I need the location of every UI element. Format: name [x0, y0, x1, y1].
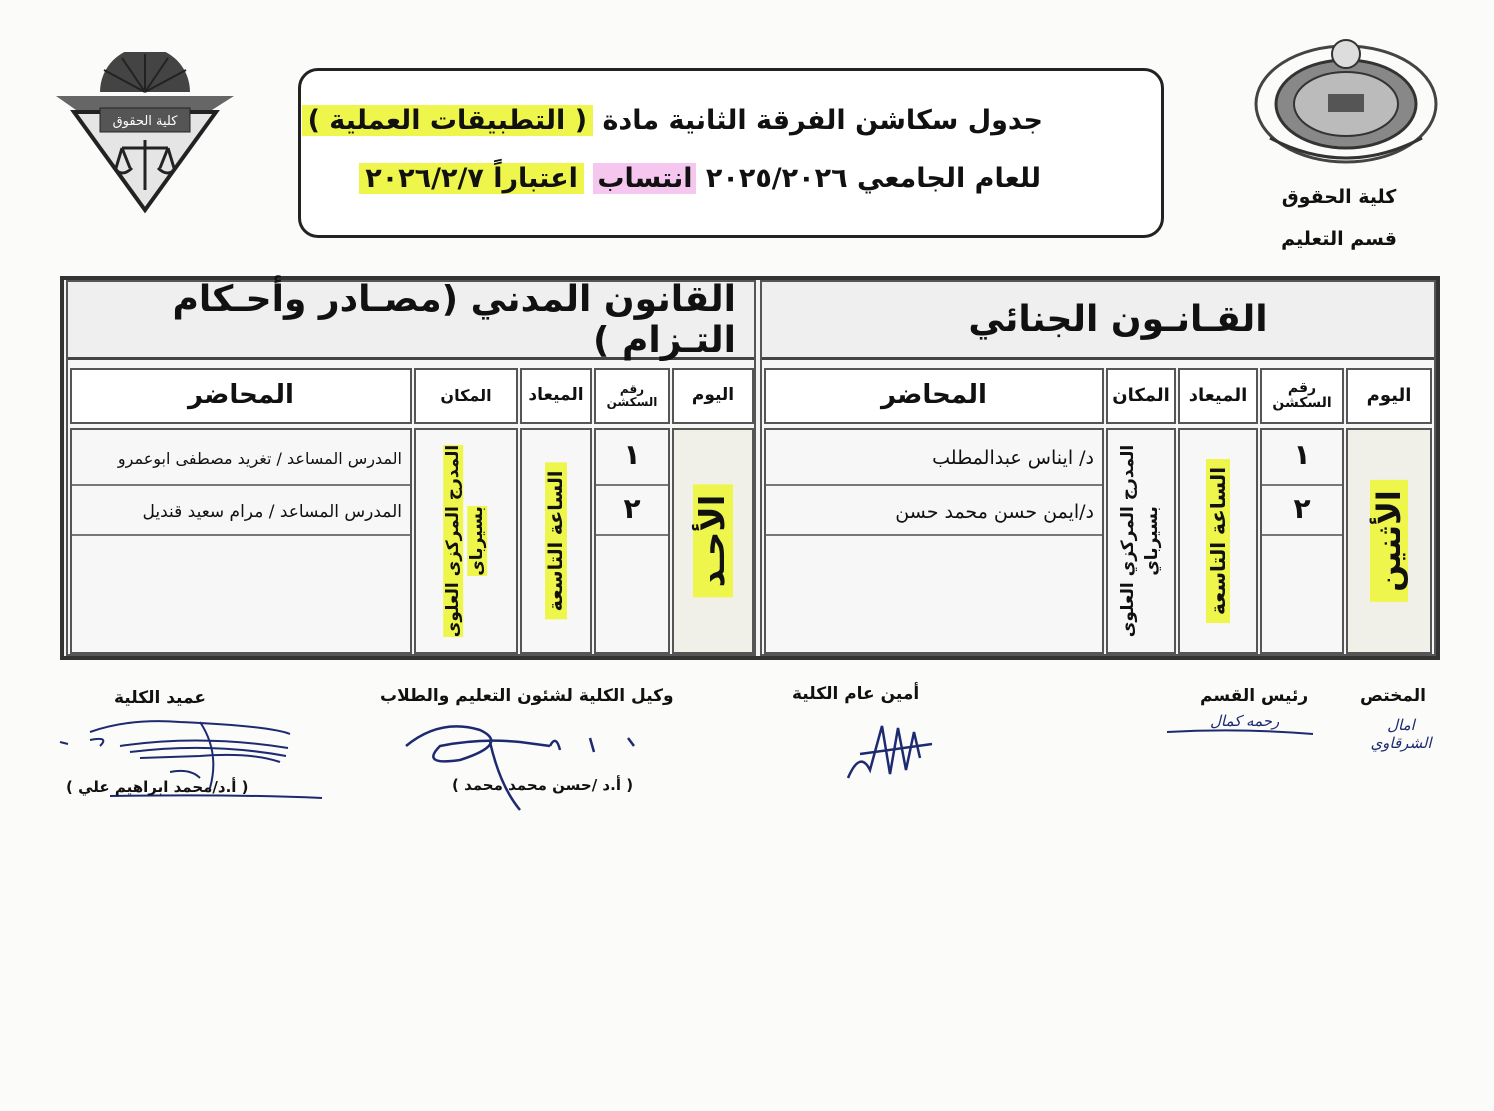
title-prefix: جدول سكاشن الفرقة الثانية مادة: [602, 105, 1043, 136]
place-cell: [1106, 428, 1176, 654]
criminal-law-subject: القـانـون الجنائي: [762, 282, 1434, 360]
title-box: [298, 68, 1164, 238]
section-no-cell: [1260, 428, 1344, 654]
civil-law-subject: القانون المدني (مصـادر وأحـكام التـزام ): [68, 282, 754, 360]
header-lecturer: المحاضر: [764, 368, 1104, 424]
time-cell: [1178, 428, 1258, 654]
header-lecturer: المحاضر: [70, 368, 412, 424]
criminal-law-panel: [760, 280, 1436, 656]
secretary-title: أمين عام الكلية: [792, 684, 920, 704]
college-logo-left: [52, 52, 238, 214]
title-subject: ( التطبيقات العملية ): [302, 105, 594, 136]
schedule-table: [60, 276, 1440, 660]
time-cell: [520, 428, 592, 654]
dept-head-signature-line: [1165, 726, 1315, 738]
dept-head-signature: رحمه كمال: [1210, 712, 1280, 730]
lecturer-section-2: د/ايمن حسن محمد حسن: [895, 501, 1094, 523]
header-day: اليوم: [672, 368, 754, 424]
lecturer-section-2: المدرس المساعد / مرام سعيد قنديل: [142, 502, 402, 522]
section-no-cell: [594, 428, 670, 654]
title-line-2: [359, 163, 1041, 194]
secretary-signature: [840, 710, 940, 786]
time-text: الساعة التاسعة: [1206, 459, 1230, 623]
dean-title: عميد الكلية: [114, 688, 206, 708]
place-text: المدرج المركزي العلوى بسيرباي: [1118, 444, 1162, 638]
time-text: الساعة التاسعة: [545, 463, 567, 620]
enrollment-type: انتساب: [593, 163, 696, 194]
academic-year-label: للعام الجامعي: [857, 163, 1041, 194]
dept-head-title: رئيس القسم: [1200, 686, 1309, 706]
lecturer-section-1: المدرس المساعد / تغريد مصطفى ابوعمرو: [117, 448, 402, 468]
place-cell: [414, 428, 518, 654]
header-section-no: رقم السكشن: [1260, 368, 1344, 424]
header-time: الميعاد: [520, 368, 592, 424]
header-section-no: رقم السكشن: [594, 368, 670, 424]
day-cell: [1346, 428, 1432, 654]
day-cell: [672, 428, 754, 654]
title-line-1: [302, 105, 1043, 136]
section-no-2: ٢: [1293, 492, 1311, 525]
vice-dean-signature: [400, 716, 660, 812]
day-text: الأثنين: [1370, 480, 1408, 602]
vice-dean-name: ( أ.د /حسن محمد محمد ): [452, 776, 634, 794]
university-logo-right: [1250, 38, 1442, 168]
header-day: اليوم: [1346, 368, 1432, 424]
effective-date: اعتباراً ٢٠٢٦/٢/٧: [359, 163, 584, 194]
section-no-1: ١: [623, 438, 641, 471]
lecturer-column: [764, 428, 1104, 654]
specialist-title: المختص: [1360, 686, 1426, 706]
lecturer-section-1: د/ ايناس عبدالمطلب: [932, 447, 1094, 469]
header-time: الميعاد: [1178, 368, 1258, 424]
header-place: المكان: [414, 368, 518, 424]
civil-law-panel: [66, 280, 756, 656]
day-text: الأحـد: [693, 485, 733, 598]
department-name: قسم التعليم: [1281, 228, 1397, 250]
header-place: المكان: [1106, 368, 1176, 424]
lecturer-column: [70, 428, 412, 654]
section-no-1: ١: [1293, 438, 1311, 471]
place-text: المدرج المركزى العلوى بسيرباى: [443, 444, 487, 638]
dean-name: ( أ.د/محمد ابراهيم علي ): [66, 778, 249, 796]
vice-dean-title: وكيل الكلية لشئون التعليم والطلاب: [380, 686, 674, 706]
logo-left-text: كلية الحقوق: [112, 114, 178, 129]
specialist-signature: امال الشرقاوي: [1370, 716, 1432, 752]
academic-year: ٢٠٢٥/٢٠٢٦: [705, 163, 848, 194]
college-name: كلية الحقوق: [1281, 186, 1397, 208]
section-no-2: ٢: [623, 492, 641, 525]
